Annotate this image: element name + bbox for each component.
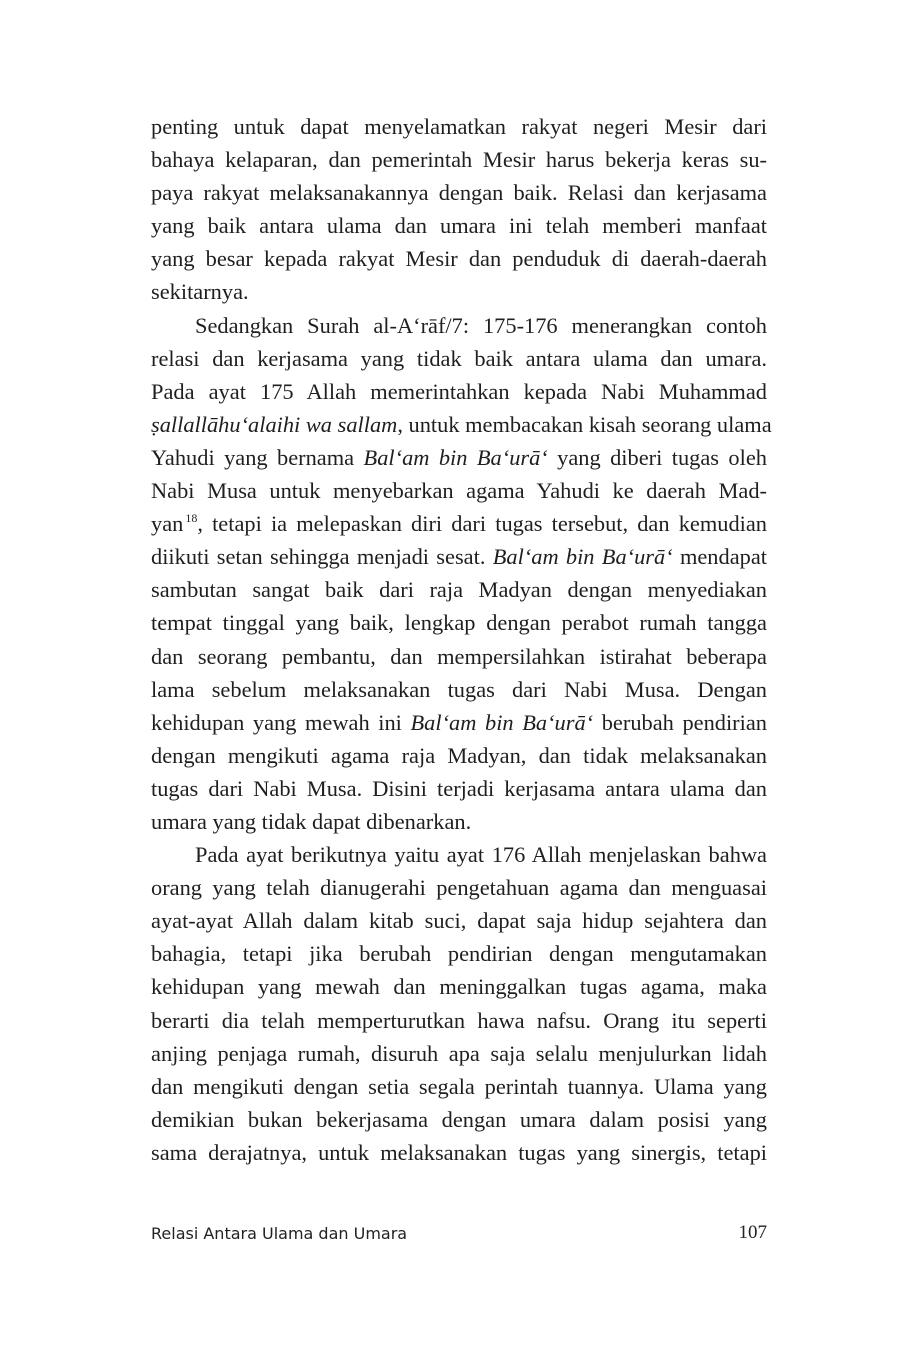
text-line: sama derajatnya, untuk melaksanakan tugas yang sinergis, tetapi [151,1139,767,1165]
text-line: anjing penjaga rumah, disuruh apa saja selalu menjulurkan lidah [151,1040,767,1066]
footnote-marker[interactable]: 18 [185,511,198,526]
text-line: bahagia, tetapi jika berubah pendirian dengan mengutamakan [151,941,767,967]
text-fragment: Yahudi yang bernama [151,444,364,470]
text-line [151,507,767,540]
text-line: Pada ayat 175 Allah memerintahkan kepada Nabi Muhammad [151,378,767,404]
text-line [151,540,767,573]
paragraph-2 [151,309,772,839]
text-line: yang besar kepada rakyat Mesir dan penduduk di daerah-daerah [151,246,767,272]
text-line: sekitarnya. [151,279,249,305]
text-line [151,706,767,739]
text-line: tempat tinggal yang baik, lengkap dengan perabot rumah tangga [151,610,767,636]
page-footer [151,1220,767,1248]
text-line: orang yang telah dianugerahi pengetahuan agama dan menguasai [151,875,767,901]
text-line: dengan mengikuti agama raja Madyan, dan tidak melaksanakan [151,742,767,768]
text-fragment: , untuk membacakan kisah seorang ulama [397,411,772,437]
text-line: kehidupan yang mewah dan meninggalkan tugas agama, maka [151,974,767,1000]
text-line: yang baik antara ulama dan umara ini telah memberi manfaat [151,213,767,239]
paragraph-3 [151,838,767,1169]
text-line: tugas dari Nabi Musa. Disini terjadi kerjasama antara ulama dan [151,775,767,801]
text-fragment: yan [151,511,184,537]
text-line: ayat-ayat Allah dalam kitab suci, dapat saja hidup sejahtera dan [151,908,767,934]
text-line [151,408,772,441]
text-fragment: yang diberi tugas oleh [547,444,767,470]
italic-term: ṣallallāhu‘alaihi wa sallam [151,411,398,437]
text-line: paya rakyat melaksanakannya dengan baik. Relasi dan kerjasama [151,180,767,206]
text-line: sambutan sangat baik dari raja Madyan dengan menyediakan [151,577,767,603]
text-fragment: diikuti setan sehingga menjadi sesat. [151,544,493,570]
text-fragment: mendapat [672,544,767,570]
body-text [151,110,772,1169]
text-fragment: berubah pendirian [593,709,767,735]
text-line: dan mengikuti dengan setia segala perintah tuannya. Ulama yang [151,1073,767,1099]
italic-name: Bal‘am bin Ba‘urā‘ [410,709,594,735]
text-line: Nabi Musa untuk menyebarkan agama Yahudi ke daerah Mad- [151,478,767,504]
text-line: Sedangkan Surah al-A‘rāf/7: 175-176 menerangkan contoh [195,312,767,338]
text-line: Pada ayat berikutnya yaitu ayat 176 Allah menjelaskan bahwa [195,842,767,868]
text-line: bahaya kelaparan, dan pemerintah Mesir harus bekerja keras su- [151,147,767,173]
text-fragment: , tetapi ia melepaskan diri dari tugas tersebut, dan kemudian [197,511,767,537]
paragraph-1 [151,110,767,309]
running-title: Relasi Antara Ulama dan Umara [151,1224,408,1243]
text-line [151,441,767,474]
italic-name: Bal‘am bin Ba‘urā‘ [363,444,548,470]
text-line: lama sebelum melaksanakan tugas dari Nabi Musa. Dengan [151,676,767,702]
italic-name: Bal‘am bin Ba‘urā‘ [492,544,673,570]
text-line: penting untuk dapat menyelamatkan rakyat negeri Mesir dari [151,114,767,139]
text-line: relasi dan kerjasama yang tidak baik antara ulama dan umara. [151,345,767,371]
text-line: berarti dia telah memperturutkan hawa nafsu. Orang itu seperti [151,1007,767,1033]
text-line: dan seorang pembantu, dan mempersilahkan istirahat beberapa [151,643,767,669]
text-line: umara yang tidak dapat dibenarkan. [151,808,472,834]
page-number: 107 [738,1222,767,1243]
text-line: demikian bukan bekerjasama dengan umara dalam posisi yang [151,1106,767,1132]
text-fragment: kehidupan yang mewah ini [151,709,411,735]
